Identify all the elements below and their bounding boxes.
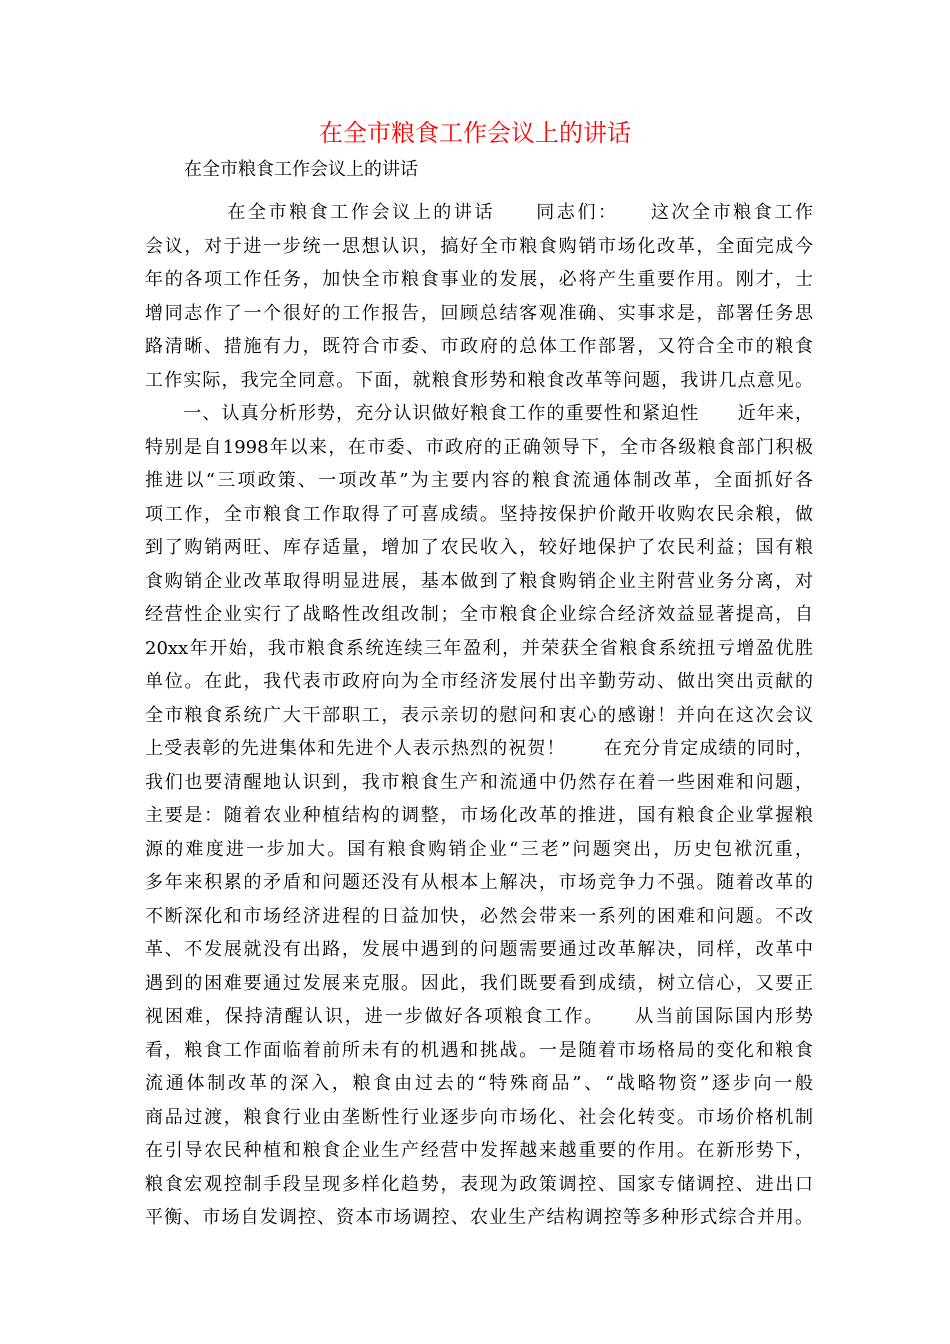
- body-line: 源的难度进一步加大。国有粮食购销企业“三老”问题突出，历史包袱沉重，: [145, 838, 813, 860]
- document-subtitle: 在全市粮食工作会议上的讲话: [184, 159, 418, 180]
- body-line: 单位。在此，我代表市政府向为全市经济发展付出辛勤劳动、做出突出贡献的: [145, 671, 813, 692]
- body-line: 多年来积累的矛盾和问题还没有从根本上解决，市场竞争力不强。随着改革的: [145, 872, 813, 893]
- body-line: 食购销企业改革取得明显进展，基本做到了粮食购销企业主附营业务分离，对: [145, 570, 813, 592]
- body-line: 遇到的困难要通过发展来克服。因此，我们既要看到成绩，树立信心，又要正: [145, 972, 813, 994]
- body-line: 平衡、市场自发调控、资本市场调控、农业生产结构调控等多种形式综合并用。: [145, 1207, 813, 1228]
- body-line: 主要是：随着农业种植结构的调整，市场化改革的推进，国有粮食企业掌握粮: [145, 805, 813, 826]
- document-body: [145, 196, 813, 1235]
- body-line: 全市粮食系统广大干部职工，表示亲切的慰问和衷心的感谢！并向在这次会议: [145, 704, 813, 726]
- body-line: 我们也要清醒地认识到，我市粮食生产和流通中仍然存在着一些困难和问题，: [145, 771, 813, 793]
- body-line: 流通体制改革的深入，粮食由过去的“特殊商品”、“战略物资”逐步向一般: [145, 1073, 813, 1094]
- body-line: 经营性企业实行了战略性改组改制；全市粮食企业综合经济效益显著提高，自: [145, 604, 813, 625]
- body-line: 在引导农民种植和粮食企业生产经营中发挥越来越重要的作用。在新形势下，: [145, 1140, 813, 1161]
- body-line: 一、认真分析形势，充分认识做好粮食工作的重要性和紧迫性 近年来，: [145, 403, 813, 424]
- body-line: 特别是自1998年以来，在市委、市政府的正确领导下，全市各级粮食部门积极: [145, 436, 813, 458]
- body-line: 推进以“三项政策、一项改革”为主要内容的粮食流通体制改革，全面抓好各: [145, 470, 813, 491]
- body-line: 上受表彰的先进集体和先进个人表示热烈的祝贺！ 在充分肯定成绩的同时，: [145, 738, 813, 759]
- body-line: 视困难，保持清醒认识，进一步做好各项粮食工作。 从当前国际国内形势: [145, 1006, 813, 1027]
- body-line: 商品过渡，粮食行业由垄断性行业逐步向市场化、社会化转变。市场价格机制: [145, 1106, 813, 1128]
- body-line: 路清晰、措施有力，既符合市委、市政府的总体工作部署，又符合全市的粮食: [145, 336, 813, 357]
- body-line: 年的各项工作任务，加快全市粮食事业的发展，必将产生重要作用。刚才，士: [145, 269, 813, 290]
- body-line: 20xx年开始，我市粮食系统连续三年盈利，并荣获全省粮食系统扭亏增盈优胜: [145, 637, 813, 659]
- body-line: 会议，对于进一步统一思想认识，搞好全市粮食购销市场化改革，全面完成今: [145, 235, 813, 257]
- body-line: 工作实际，我完全同意。下面，就粮食形势和粮食改革等问题，我讲几点意见。: [145, 369, 813, 391]
- body-line: 看，粮食工作面临着前所未有的机遇和挑战。一是随着市场格局的变化和粮食: [145, 1039, 813, 1061]
- body-line: 在全市粮食工作会议上的讲话 同志们： 这次全市粮食工作: [145, 202, 813, 223]
- body-line: 不断深化和市场经济进程的日益加快，必然会带来一系列的困难和问题。不改: [145, 905, 813, 927]
- body-line: 到了购销两旺、库存适量，增加了农民收入，较好地保护了农民利益；国有粮: [145, 537, 813, 558]
- body-line: 增同志作了一个很好的工作报告，回顾总结客观准确、实事求是，部署任务思: [145, 302, 813, 324]
- document-title: 在全市粮食工作会议上的讲话: [319, 119, 631, 147]
- body-line: 粮食宏观控制手段呈现多样化趋势，表现为政策调控、国家专储调控、进出口: [145, 1173, 813, 1195]
- body-line: 革、不发展就没有出路，发展中遇到的问题需要通过改革解决，同样，改革中: [145, 939, 813, 960]
- body-line: 项工作，全市粮食工作取得了可喜成绩。坚持按保护价敞开收购农民余粮，做: [145, 503, 813, 525]
